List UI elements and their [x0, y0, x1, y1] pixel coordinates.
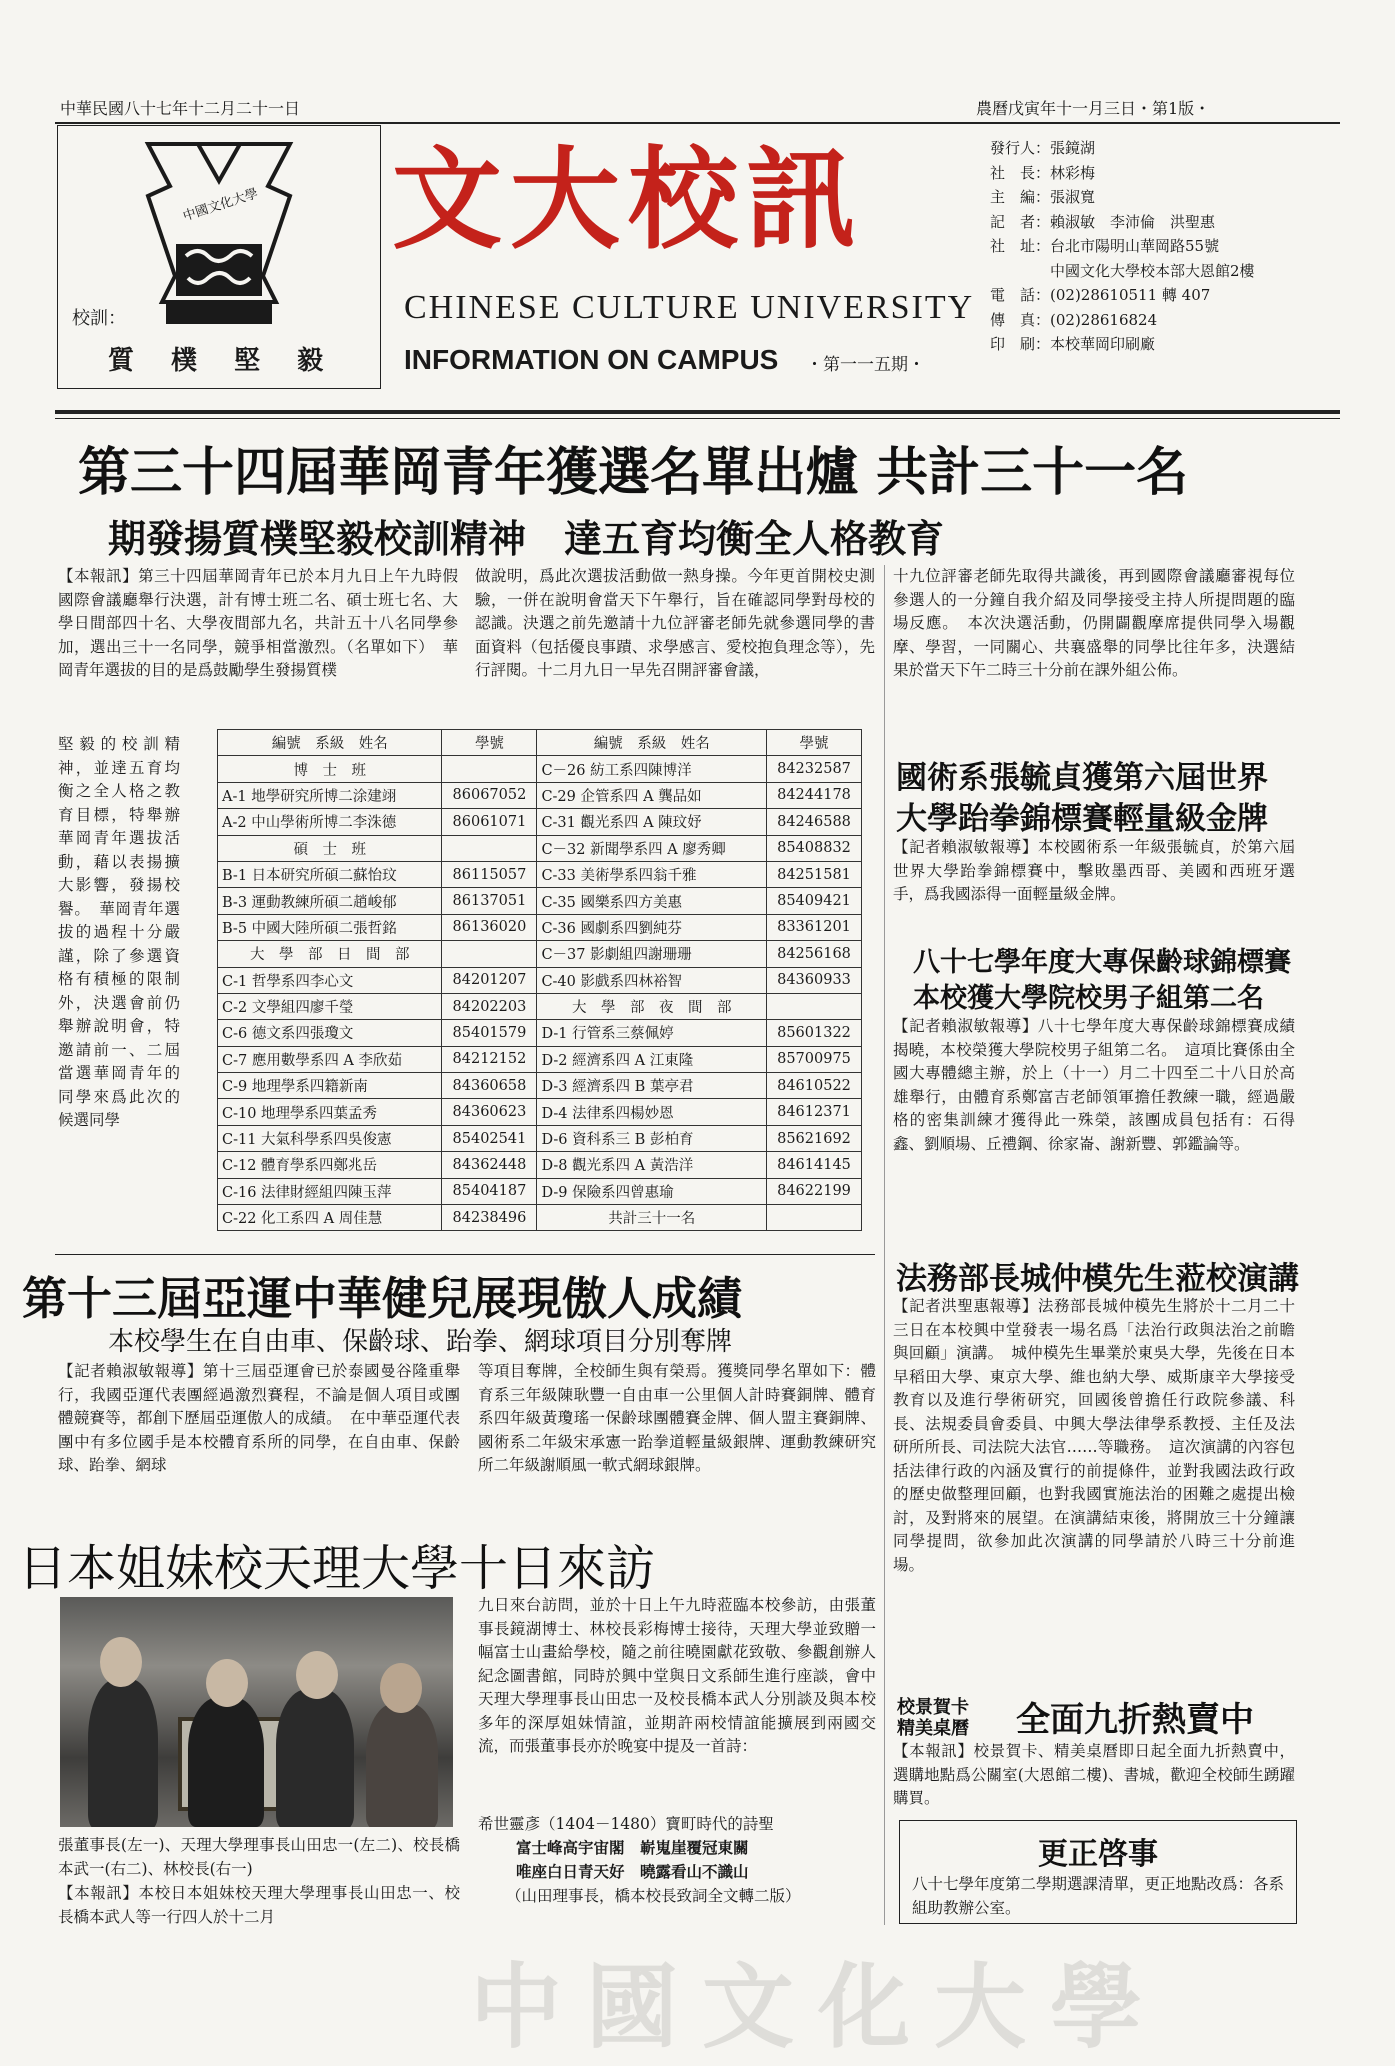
- table-cell: C-11 大氣科學系四吳俊憲: [218, 1125, 442, 1151]
- lead-col3: 十九位評審老師先取得共識後，再到國際會議廳審視每位參選人的一分鐘自我介紹及同學接受主持人所提問題的臨場反應。 本次決選活動，仍開闢觀摩席提供同學入場觀摩、學習，一同關心、共襄盛舉的同學比往年多，決選結果於當天下午二時三十分前在課外組公佈。: [893, 567, 1295, 679]
- staff-publisher: 發行人：張鏡湖: [990, 139, 1096, 157]
- table-cell: C-6 德文系四張瓊文: [218, 1020, 442, 1046]
- person-head: [100, 1637, 142, 1687]
- justice-body: 【記者洪聖惠報導】法務部長城仲模先生將於十二月二十三日在本校興中堂發表一場名爲「法治行政與法治之前瞻與回顧」演講。 城仲模先生畢業於東吳大學，先後在日本早稻田大學、東京大學、維也納大學、威斯康辛大學接受教育以及進行學術研究，回國後曾擔任行政院參議、科長、法規委員會委員、中興大學法律學系教授、主任及法研所所長、司法院大法官……等職務。 這次演講的內容包括法律行政的內涵及實行的前提條件，並對我國法政行政的歷史做整理回顧，也對我國實施法治的困難之處提出檢討，及對將來的展望。在演講結束後，將開放三十分鐘讓同學提問，欲參加此次演講的同學請於八時三十分前進場。: [893, 1297, 1295, 1574]
- staff-address-2: 中國文化大學校本部大恩館2樓: [990, 261, 1255, 280]
- poem-line-2: 唯座白日青天好 曉露看山不識山: [516, 1862, 749, 1881]
- tenri-headline: 日本姐妹校天理大學十日來訪: [18, 1540, 656, 1597]
- table-cell: 大 學 部 日 間 部: [218, 941, 442, 967]
- date-left: 中華民國八十七年十二月二十一日: [60, 99, 301, 118]
- person-left: [88, 1679, 158, 1827]
- taekwondo-headline-2: 大學跆拳錦標賽輕量級金牌: [896, 801, 1268, 837]
- table-header: 學號: [767, 730, 862, 756]
- table-cell: 84202203: [442, 993, 537, 1019]
- bowling-headline-1: 八十七學年度大專保齡球錦標賽: [913, 947, 1291, 978]
- asiangames-col2: 等項目奪牌，全校師生與有榮焉。獲獎同學名單如下：體育系三年級陳耿豐一自由車一公里個人計時賽銅牌、體育系四年級黃瓊瑤一保齡球團體賽金牌、個人盟主賽銅牌、國術系二年級宋承憲一跆拳道輕量級銀牌、運動教練研究所二年級謝順風一軟式網球銀牌。: [478, 1362, 876, 1474]
- table-row: [218, 1152, 862, 1178]
- sale-headline: 全面九折熱賣中: [1016, 1700, 1254, 1740]
- sale-tag-2: 精美桌曆: [897, 1718, 969, 1739]
- table-row: [218, 941, 862, 967]
- table-header-row: [218, 730, 862, 756]
- table-cell: 85401579: [442, 1020, 537, 1046]
- table-cell: 85402541: [442, 1125, 537, 1151]
- table-cell: C-22 化工系四 A 周佳慧: [218, 1205, 442, 1231]
- person-center-right: [276, 1689, 354, 1827]
- table-row: [218, 809, 862, 835]
- table-cell: 博 士 班: [218, 756, 442, 782]
- table-cell: C-10 地理學系四葉孟秀: [218, 1099, 442, 1125]
- person-right: [366, 1703, 438, 1827]
- table-cell: 84360658: [442, 1073, 537, 1099]
- asiangames-col1: 【記者賴淑敏報導】第十三屆亞運會已於泰國曼谷隆重舉行，我國亞運代表團經過激烈賽程，不論是個人項目或團體競賽等，都創下歷屆亞運傲人的成績。 在中華亞運代表團中有多位國手是本校體育系所的同學，在自由車、保齡球、跆拳、網球: [58, 1362, 460, 1474]
- winners-table: [217, 729, 862, 1231]
- poem-title: 希世靈彥（1404－1480）寶町時代的詩聖: [478, 1815, 774, 1833]
- table-cell: 85601322: [767, 1020, 862, 1046]
- justice-headline: 法務部長城仲模先生蒞校演講: [896, 1261, 1299, 1297]
- table-cell: 84244178: [767, 782, 862, 808]
- table-cell: 86061071: [442, 809, 537, 835]
- table-cell: 86067052: [442, 782, 537, 808]
- motto: 質 樸 堅 毅: [108, 346, 338, 376]
- table-cell: 84612371: [767, 1099, 862, 1125]
- table-cell: 84238496: [442, 1205, 537, 1231]
- table-row: [218, 1205, 862, 1231]
- table-row: [218, 1178, 862, 1204]
- table-cell: 84362448: [442, 1152, 537, 1178]
- table-cell: 84360623: [442, 1099, 537, 1125]
- staff-printer: 印 刷：本校華岡印刷廠: [990, 335, 1156, 353]
- masthead-title: 文大校訊: [392, 135, 864, 264]
- lead-headline: 第三十四屆華岡青年獲選名單出爐 共計三十一名: [78, 443, 1189, 503]
- table-cell: 84251581: [767, 861, 862, 887]
- logo-text: 中國文化大學: [181, 186, 261, 225]
- staff-list: [990, 136, 1255, 357]
- table-cell: D-2 經濟系四 A 江東隆: [537, 1046, 767, 1072]
- staff-address: 社 址：台北市陽明山華岡路55號: [990, 237, 1220, 255]
- tenri-col1: 【本報訊】本校日本姐妹校天理大學理事長山田忠一、校長橋本武人等一行四人於十二月: [58, 1884, 460, 1926]
- table-row: [218, 1020, 862, 1046]
- staff-phone: 電 話：(02)28610511 轉 407: [990, 286, 1211, 304]
- table-cell: A-1 地學研究所博二涂建翊: [218, 782, 442, 808]
- correction-title: 更正啓事: [1038, 1837, 1158, 1872]
- table-cell: 84201207: [442, 967, 537, 993]
- table-cell: 大 學 部 夜 間 部: [537, 993, 767, 1019]
- table-cell: C-35 國樂系四方美惠: [537, 888, 767, 914]
- lead-col2: 做說明，爲此次選拔活動做一熱身操。今年更首開校史測驗，一併在說明會當天下午舉行，旨在確認同學對母校的認識。決選之前先邀請十九位評審老師先就參選同學的書面資料（包括優良事蹟、求學感言、愛校抱負理念等），先行評閱。十二月九日一早先召開評審會議，: [475, 567, 875, 679]
- lead-col1-top: 【本報訊】第三十四屆華岡青年已於本月九日上午九時假國際會議廳舉行決選，計有博士班二名、碩士班七名、大學日間部四十名、大學夜間部九名，共計五十八名同學參加，選出三十一名同學，競爭相當激烈。（名單如下） 華岡青年選拔的目的是爲鼓勵學生發揚質樸: [58, 567, 458, 679]
- tenri-col2: 九日來台訪問，並於十日上午九時蒞臨本校參訪，由張董事長鏡湖博士、林校長彩梅博士接待，天理大學並致贈一幅富士山畫給學校，隨之前往曉園獻花致敬、參觀創辦人紀念圖書館，同時於興中堂與日文系師生進行座談，會中天理大學理事長山田忠一及校長橋本武人分別談及與本校多年的深厚姐妹情誼，並期許兩校情誼能擴展到兩國交流，而張董事長亦於晚宴中提及一首詩：: [478, 1596, 876, 1755]
- table-row: [218, 914, 862, 940]
- watermark: 中國文化大學: [470, 1954, 1167, 2061]
- correction-box: [899, 1820, 1297, 1924]
- table-row: [218, 835, 862, 861]
- table-header: 學號: [442, 730, 537, 756]
- table-cell: C－26 紡工系四陳博洋: [537, 756, 767, 782]
- table-cell: A-2 中山學術所博二李洙德: [218, 809, 442, 835]
- table-header: 編號 系級 姓名: [218, 730, 442, 756]
- table-cell: C－37 影劇組四謝珊珊: [537, 941, 767, 967]
- lead-col1-side: 堅毅的校訓精神，並達五育均衡之全人格之教育目標，特舉辦華岡青年選拔活動，藉以表揚擴大影響，發揚校譽。 華岡青年選拔的過程十分嚴謹，除了參選資格有積極的限制外，決選會前仍舉辦說明會，特邀請前一、二屆當選華岡青年的同學來爲此次的候選同學: [58, 735, 180, 1129]
- column-divider: [884, 565, 885, 1925]
- table-cell: C-1 哲學系四李心文: [218, 967, 442, 993]
- table-cell: 84614145: [767, 1152, 862, 1178]
- table-cell: 86137051: [442, 888, 537, 914]
- bowling-body: 【記者賴淑敏報導】八十七學年度大專保齡球錦標賽成績揭曉，本校榮獲大學院校男子組第二名。 這項比賽係由全國大專體總主辦，於上（十一）月二十四至二十八日於高雄舉行，由體育系鄭富吉老師領軍擔任教練一職，經過嚴格的密集訓練才獲得此一殊榮，該團成員包括有：石得鑫、劉順場、丘禮鋼、徐家崙、謝新豐、郭鑑論等。: [893, 1017, 1295, 1153]
- table-cell: 85621692: [767, 1125, 862, 1151]
- masthead-english-1: CHINESE CULTURE UNIVERSITY: [404, 289, 975, 326]
- table-cell: C-33 美術學系四翁千雅: [537, 861, 767, 887]
- table-row: [218, 1046, 862, 1072]
- sale-tag-1: 校景賀卡: [897, 1697, 969, 1718]
- logo-box: [57, 125, 381, 389]
- table-cell: D-8 觀光系四 A 黃浩洋: [537, 1152, 767, 1178]
- header-rule-thin: [55, 418, 1340, 419]
- table-row: [218, 756, 862, 782]
- table-cell: C-2 文學組四廖千瑩: [218, 993, 442, 1019]
- table-cell: [767, 1205, 862, 1231]
- person-center-left: [188, 1697, 264, 1827]
- table-cell: C-31 觀光系四 A 陳玟妤: [537, 809, 767, 835]
- table-row: [218, 861, 862, 887]
- table-row: [218, 967, 862, 993]
- sale-body: 【本報訊】校景賀卡、精美桌曆即日起全面九折熱賣中，選購地點爲公關室(大恩館二樓)、書城，歡迎全校師生踴躍購買。: [893, 1742, 1295, 1807]
- table-cell: C-36 國劇系四劉純芬: [537, 914, 767, 940]
- table-cell: D-1 行管系三蔡佩婷: [537, 1020, 767, 1046]
- table-cell: C-12 體育學系四鄭兆岳: [218, 1152, 442, 1178]
- table-cell: [442, 756, 537, 782]
- table-cell: 84256168: [767, 941, 862, 967]
- table-cell: D-6 資科系三 B 彭柏育: [537, 1125, 767, 1151]
- table-cell: C-16 法律財經組四陳玉萍: [218, 1178, 442, 1204]
- table-cell: 84212152: [442, 1046, 537, 1072]
- table-cell: 84610522: [767, 1073, 862, 1099]
- table-cell: B-5 中國大陸所碩二張哲銘: [218, 914, 442, 940]
- staff-president: 社 長：林彩梅: [990, 163, 1096, 182]
- issue-number: ・第一一五期・: [806, 355, 925, 375]
- table-cell: D-9 保險系四曾惠瑜: [537, 1178, 767, 1204]
- table-cell: 85404187: [442, 1178, 537, 1204]
- table-row: [218, 1125, 862, 1151]
- taekwondo-headline-1: 國術系張毓貞獲第六屆世界: [896, 760, 1268, 796]
- photo-caption: 張董事長(左一)、天理大學理事長山田忠一(左二)、校長橋本武一(右二)、林校長(右一): [58, 1836, 460, 1878]
- motto-label: 校訓：: [72, 308, 126, 329]
- asiangames-subhead: 本校學生在自由車、保齡球、跆拳、網球項目分別奪牌: [108, 1327, 733, 1357]
- table-header: 編號 系級 姓名: [537, 730, 767, 756]
- table-cell: [442, 941, 537, 967]
- table-cell: 碩 士 班: [218, 835, 442, 861]
- table-cell: C-29 企管系四 A 龔品如: [537, 782, 767, 808]
- lead-subhead: 期發揚質樸堅毅校訓精神 達五育均衡全人格教育: [108, 517, 945, 561]
- table-cell: C－32 新聞學系四 A 廖秀卿: [537, 835, 767, 861]
- table-cell: C-7 應用數學系四 A 李欣茹: [218, 1046, 442, 1072]
- table-cell: D-3 經濟系四 B 葉亭君: [537, 1073, 767, 1099]
- person-head: [206, 1659, 248, 1707]
- table-cell: C-40 影戲系四林裕智: [537, 967, 767, 993]
- date-right: 農曆戊寅年十一月三日・第1版・: [976, 99, 1211, 118]
- table-cell: [442, 835, 537, 861]
- poem-line-1: 富士峰高宇宙閣 嶄嵬崖覆冠東關: [516, 1838, 749, 1857]
- masthead-english-2: INFORMATION ON CAMPUS: [404, 344, 779, 375]
- visit-photo: [60, 1597, 453, 1827]
- table-cell: D-4 法律系四楊妙恩: [537, 1099, 767, 1125]
- table-cell: 85408832: [767, 835, 862, 861]
- section-rule: [55, 1254, 875, 1255]
- table-cell: C-9 地理學系四籍新南: [218, 1073, 442, 1099]
- table-cell: 84246588: [767, 809, 862, 835]
- correction-body: 八十七學年度第二學期選課清單，更正地點改爲：各系組助教辦公室。: [912, 1875, 1285, 1917]
- top-rule: [55, 122, 1340, 124]
- taekwondo-body: 【記者賴淑敏報導】本校國術系一年級張毓貞，於第六屆世界大學跆拳錦標賽中，擊敗墨西哥、美國和西班牙選手，爲我國添得一面輕量級金牌。: [893, 838, 1295, 903]
- person-head: [380, 1663, 422, 1713]
- bowling-headline-2: 本校獲大學院校男子組第二名: [913, 983, 1264, 1014]
- table-row: [218, 993, 862, 1019]
- table-cell: 84360933: [767, 967, 862, 993]
- table-cell: B-1 日本研究所碩二蘇怡玟: [218, 861, 442, 887]
- staff-reporters: 記 者：賴淑敏 李沛倫 洪聖惠: [990, 212, 1216, 231]
- staff-fax: 傳 真：(02)28616824: [990, 310, 1158, 329]
- table-row: [218, 782, 862, 808]
- poem-note: （山田理事長，橋本校長致詞全文轉二版）: [506, 1887, 801, 1905]
- table-cell: B-3 運動教練所碩二趙峻郁: [218, 888, 442, 914]
- table-cell: 84232587: [767, 756, 862, 782]
- table-cell: 86115057: [442, 861, 537, 887]
- header-rule-thick: [55, 410, 1340, 414]
- table-cell: 85700975: [767, 1046, 862, 1072]
- table-cell: 86136020: [442, 914, 537, 940]
- table-row: [218, 1099, 862, 1125]
- table-cell: 83361201: [767, 914, 862, 940]
- asiangames-headline: 第十三屆亞運中華健兒展現傲人成績: [22, 1272, 743, 1325]
- table-cell: 85409421: [767, 888, 862, 914]
- table-cell: 84622199: [767, 1178, 862, 1204]
- table-cell: [767, 993, 862, 1019]
- person-head: [296, 1651, 338, 1699]
- table-row: [218, 888, 862, 914]
- table-row: [218, 1073, 862, 1099]
- staff-editor: 主 編：張淑寬: [990, 188, 1096, 206]
- table-cell: 共計三十一名: [537, 1205, 767, 1231]
